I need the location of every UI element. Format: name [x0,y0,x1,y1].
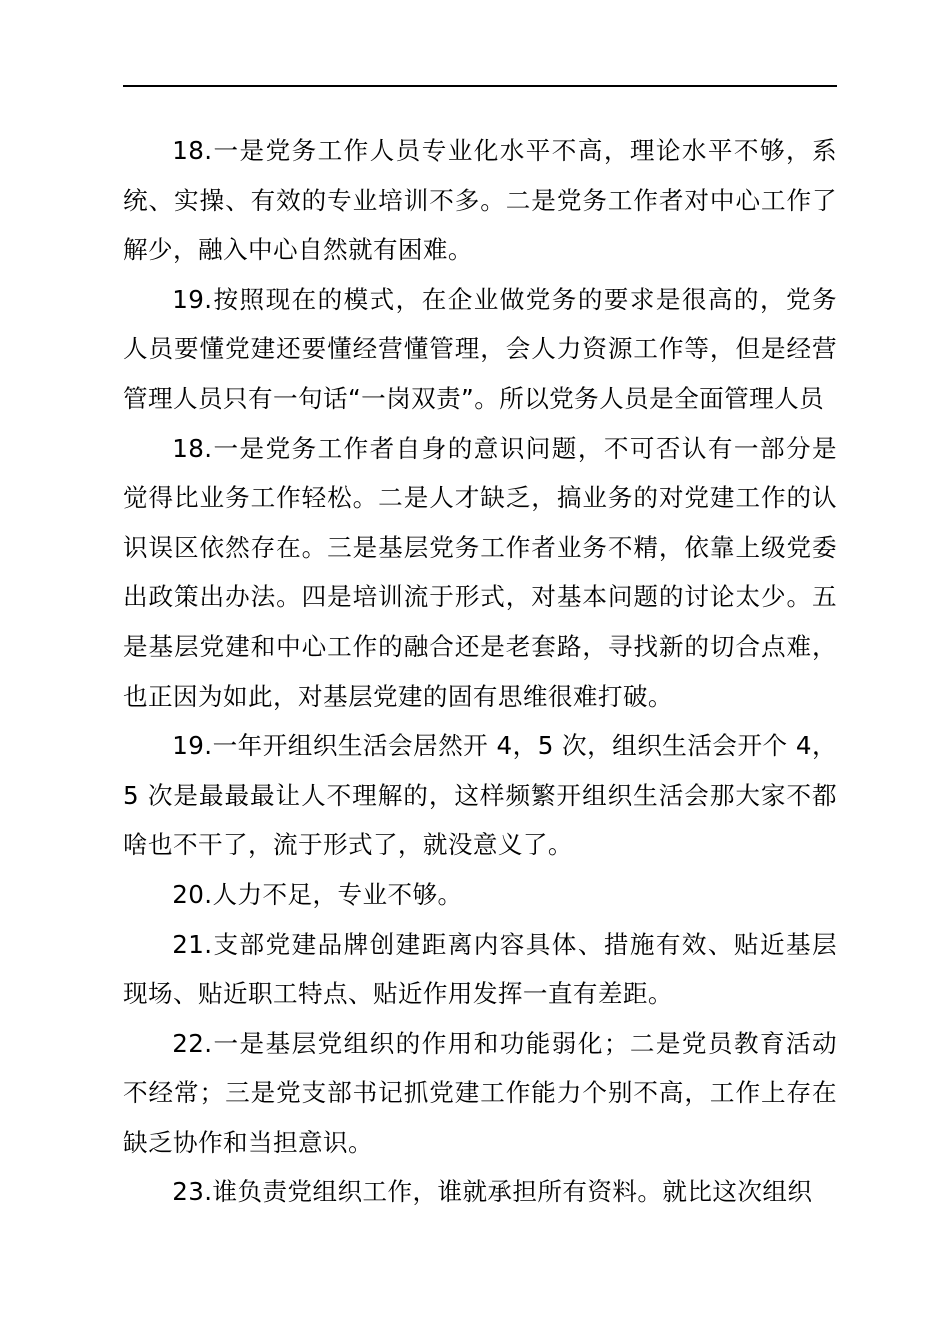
paragraph-3: 18.一是党务工作者自身的意识问题，不可否认有一部分是觉得比业务工作轻松。二是人才缺乏，搞业务的对党建工作的认识误区依然存在。三是基层党务工作者业务不精，依靠上级党委出政策出办法。四是培训流于形式，对基本问题的讨论太少。五是基层党建和中心工作的融合还是老套路，寻找新的切合点难，也正因为如此，对基层党建的固有思维很难打破。 [123,433,837,711]
paragraph-1: 18.一是党务工作人员专业化水平不高，理论水平不够，系统、实操、有效的专业培训不多。二是党务工作者对中心工作了解少，融入中心自然就有困难。 [123,136,837,265]
paragraph-4: 19.一年开组织生活会居然开 4，5 次，组织生活会开个 4，5 次是最最最让人不理解的，这样频繁开组织生活会那大家不都啥也不干了，流于形式了，就没意义了。 [123,731,837,860]
paragraph-5: 20.人力不足，专业不够。 [172,879,463,909]
paragraph-6: 21.支部党建品牌创建距离内容具体、措施有效、贴近基层现场、贴近职工特点、贴近作用发挥一直有差距。 [123,929,837,1009]
document-body [123,126,837,1217]
paragraph-2: 19.按照现在的模式，在企业做党务的要求是很高的，党务人员要懂党建还要懂经营懂管理，会人力资源工作等，但是经营管理人员只有一句话“一岗双责”。所以党务人员是全面管理人员 [123,284,837,413]
header-rule [123,85,837,87]
paragraph-8: 23.谁负责党组织工作，谁就承担所有资料。就比这次组织 [172,1177,813,1207]
paragraph-7: 22.一是基层党组织的作用和功能弱化；二是党员教育活动不经常；三是党支部书记抓党建工作能力个别不高，工作上存在缺乏协作和当担意识。 [123,1028,837,1157]
